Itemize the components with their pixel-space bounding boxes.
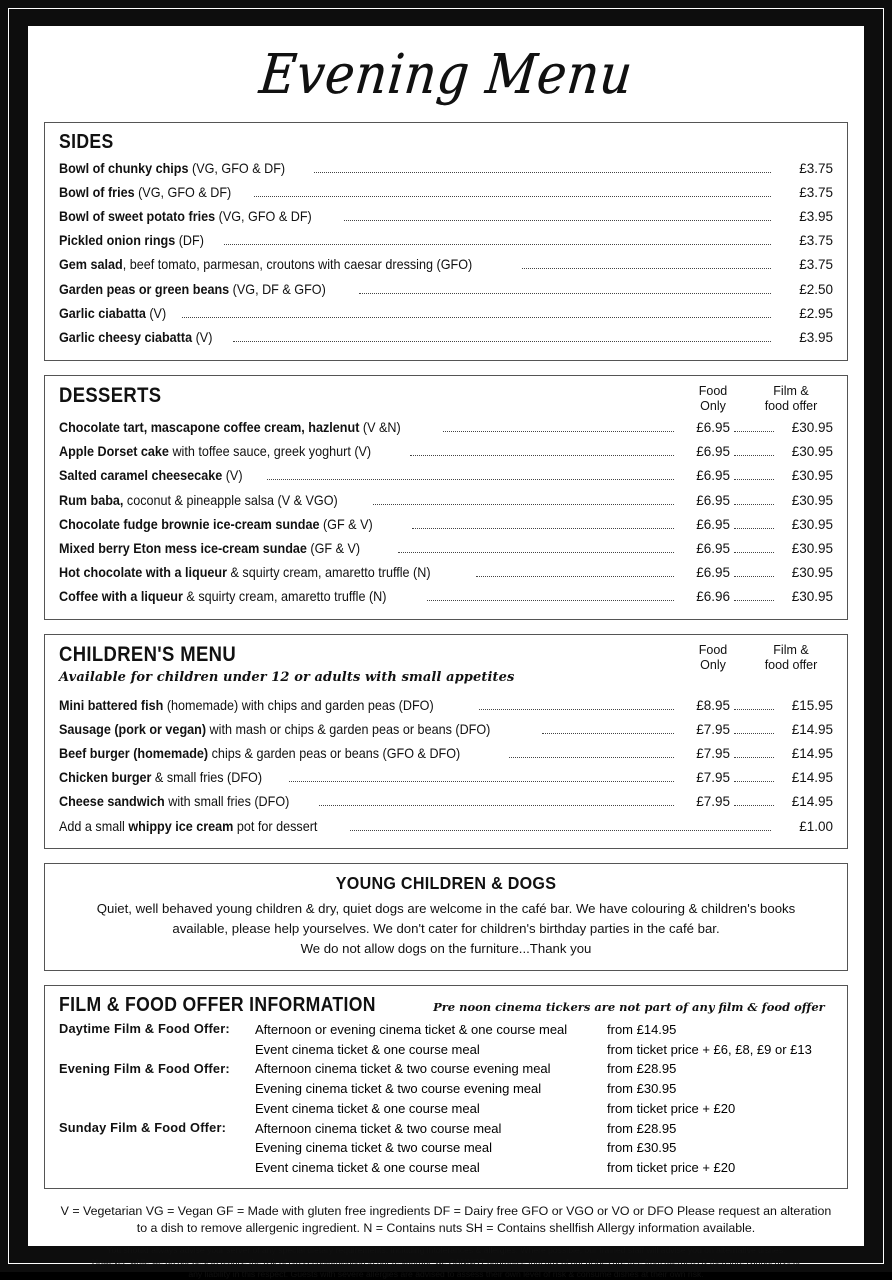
offer-price: from £14.95 xyxy=(607,1021,677,1037)
item-price-food-only: £6.95 xyxy=(696,420,730,436)
offer-description: Afternoon or evening cinema ticket & one course meal xyxy=(255,1021,568,1037)
item-price-food-only: £8.95 xyxy=(696,697,730,713)
item-price-food-only: £6.95 xyxy=(696,492,730,508)
offer-price: from £30.95 xyxy=(607,1140,677,1156)
menu-row xyxy=(59,253,833,277)
dot-leader xyxy=(509,757,674,758)
menu-row xyxy=(59,156,833,180)
page-title: Evening Menu xyxy=(256,42,636,106)
item-price-film-food-offer: £30.95 xyxy=(791,516,833,532)
offer-group-list xyxy=(59,1020,833,1178)
legend-line-2: to a dish to remove allergenic ingredient. N = Contains nuts SH = Contains shellfish Allergy information available. xyxy=(136,1221,756,1236)
offer-heading: FILM & FOOD OFFER INFORMATION xyxy=(59,994,376,1017)
item-name: Pickled onion rings (DF) xyxy=(59,232,204,249)
item-name: Add a small whippy ice cream pot for dessert xyxy=(59,817,318,834)
item-price: £2.95 xyxy=(799,305,833,321)
notice-line-1: Quiet, well behaved young children & dry, quiet dogs are welcome in the café bar. We have colouring & children's books xyxy=(96,901,796,917)
item-price-food-only: £6.95 xyxy=(696,541,730,557)
menu-row xyxy=(59,229,833,253)
offer-line-list xyxy=(255,1060,833,1119)
offer-price: from £28.95 xyxy=(607,1120,677,1136)
item-price: £1.00 xyxy=(799,818,833,834)
item-name: Mixed berry Eton mess ice-cream sundae (GF & V) xyxy=(59,540,361,557)
item-name: Coffee with a liqueur & squirty cream, amaretto truffle (N) xyxy=(59,588,387,605)
offer-line xyxy=(255,1119,833,1139)
childrens-col-food-only: Food Only xyxy=(698,643,728,672)
offer-price: from £28.95 xyxy=(607,1061,677,1077)
menu-row xyxy=(59,464,833,488)
item-price-film-food-offer: £30.95 xyxy=(791,420,833,436)
item-name: Gem salad, beef tomato, parmesan, croutons with caesar dressing (GFO) xyxy=(59,256,473,273)
menu-row xyxy=(59,536,833,560)
dot-leader-mid xyxy=(734,504,774,505)
item-price-film-food-offer: £14.95 xyxy=(791,770,833,786)
dot-leader xyxy=(233,341,771,342)
offer-line xyxy=(255,1139,833,1159)
dot-leader xyxy=(344,220,771,221)
offer-group xyxy=(59,1119,833,1178)
menu-row xyxy=(59,512,833,536)
offer-label: Evening Film & Food Offer: xyxy=(59,1060,230,1076)
dot-leader xyxy=(522,268,771,269)
item-price-film-food-offer: £30.95 xyxy=(791,492,833,508)
dot-leader xyxy=(479,709,674,710)
dot-leader xyxy=(314,172,771,173)
item-price-film-food-offer: £30.95 xyxy=(791,589,833,605)
menu-row xyxy=(59,717,833,741)
childrens-header-row xyxy=(59,643,833,691)
childrens-menu-section xyxy=(44,634,848,849)
childrens-heading-block xyxy=(59,643,514,691)
item-name: Salted caramel cheesecake (V) xyxy=(59,467,243,484)
item-name: Beef burger (homemade) chips & garden peas or beans (GFO & DFO) xyxy=(59,744,461,761)
item-name: Chocolate tart, mascapone coffee cream, hazlenut (V &N) xyxy=(59,419,401,436)
desserts-header-row xyxy=(59,384,833,414)
item-price-food-only: £7.95 xyxy=(696,745,730,761)
menu-row xyxy=(59,325,833,349)
item-price-food-only: £6.95 xyxy=(696,468,730,484)
menu-row xyxy=(59,416,833,440)
item-price-film-food-offer: £30.95 xyxy=(791,541,833,557)
offer-header-row xyxy=(59,994,833,1017)
item-name: Bowl of chunky chips (VG, GFO & DF) xyxy=(59,159,286,176)
desserts-item-list xyxy=(59,416,833,610)
dot-leader-mid xyxy=(734,600,774,601)
item-name: Cheese sandwich with small fries (DFO) xyxy=(59,793,290,810)
item-name: Bowl of fries (VG, GFO & DF) xyxy=(59,183,232,200)
film-food-offer-section xyxy=(44,985,848,1189)
dot-leader-mid xyxy=(734,733,774,734)
desserts-column-headers xyxy=(685,384,833,414)
disclaimer-line-3: any liability in this respect. Guests with severe allergies are advised to assess their own level of risk & consume dishes at their own risk. xyxy=(188,1269,704,1280)
childrens-heading: CHILDREN'S MENU xyxy=(59,643,237,666)
offer-note: Pre noon cinema tickers are not part of any film & food offer xyxy=(433,1000,825,1015)
childrens-column-headers xyxy=(685,643,833,673)
dot-leader xyxy=(359,293,771,294)
menu-row xyxy=(59,741,833,765)
item-name: Chocolate fudge brownie ice-cream sundae (GF & V) xyxy=(59,515,373,532)
young-children-dogs-section xyxy=(44,863,848,971)
item-price-food-only: £6.95 xyxy=(696,565,730,581)
desserts-heading: DESSERTS xyxy=(59,383,162,407)
item-price: £3.75 xyxy=(799,257,833,273)
desserts-col-film-food-offer: Film & food offer xyxy=(764,383,818,413)
item-name: Garlic ciabatta (V) xyxy=(59,304,167,321)
item-name: Chicken burger & small fries (DFO) xyxy=(59,769,263,786)
childrens-item-list xyxy=(59,693,833,838)
dot-leader-mid xyxy=(734,781,774,782)
menu-row xyxy=(59,204,833,228)
item-name: Garden peas or green beans (VG, DF & GFO) xyxy=(59,280,326,297)
childrens-subtitle: Available for children under 12 or adults with small appetites xyxy=(59,670,515,685)
notice-line-3: We do not allow dogs on the furniture...Thank you xyxy=(300,941,592,957)
sides-item-list xyxy=(59,156,833,350)
menu-row xyxy=(59,693,833,717)
offer-label: Sunday Film & Food Offer: xyxy=(59,1120,227,1136)
offer-description: Event cinema ticket & one course meal xyxy=(255,1100,480,1116)
dot-leader-mid xyxy=(734,576,774,577)
dot-leader-mid xyxy=(734,455,774,456)
dot-leader xyxy=(542,733,674,734)
dot-leader xyxy=(182,317,771,318)
item-name: Hot chocolate with a liqueur & squirty cream, amaretto truffle (N) xyxy=(59,564,431,581)
childrens-col-film-food-offer: Film & food offer xyxy=(764,643,818,672)
offer-description: Afternoon cinema ticket & two course meal xyxy=(255,1120,502,1136)
allergy-disclaimer xyxy=(62,1244,830,1280)
item-name: Mini battered fish (homemade) with chips and garden peas (DFO) xyxy=(59,696,434,713)
offer-line-list xyxy=(255,1020,833,1060)
dot-leader xyxy=(398,552,674,553)
offer-line xyxy=(255,1079,833,1099)
menu-row xyxy=(59,766,833,790)
item-price: £3.95 xyxy=(799,208,833,224)
offer-description: Evening cinema ticket & two course meal xyxy=(255,1140,492,1156)
disclaimer-line-2: However, while we do our best to reduce the risk of cross-contamination in our restaurant, we CANNOT guarantee that any of our dishes are free from allergens & therefore cannot accept xyxy=(91,1257,801,1268)
item-price-film-food-offer: £30.95 xyxy=(791,468,833,484)
sides-heading: SIDES xyxy=(59,131,114,153)
notice-heading: YOUNG CHILDREN & DOGS xyxy=(335,873,557,894)
offer-group xyxy=(59,1020,833,1060)
menu-row xyxy=(59,561,833,585)
desserts-section xyxy=(44,375,848,621)
menu-row xyxy=(59,440,833,464)
item-price-film-food-offer: £30.95 xyxy=(791,565,833,581)
dot-leader-mid xyxy=(734,431,774,432)
menu-title-area xyxy=(28,26,864,122)
dot-leader-mid xyxy=(734,552,774,553)
offer-description: Afternoon cinema ticket & two course evening meal xyxy=(255,1061,551,1077)
item-price: £2.50 xyxy=(799,281,833,297)
dot-leader xyxy=(427,600,674,601)
dot-leader xyxy=(350,830,771,831)
item-name: Apple Dorset cake with toffee sauce, greek yoghurt (V) xyxy=(59,443,372,460)
dot-leader xyxy=(412,528,674,529)
dot-leader xyxy=(319,805,674,806)
item-name: Rum baba, coconut & pineapple salsa (V & VGO) xyxy=(59,491,338,508)
dot-leader xyxy=(443,431,674,432)
offer-line xyxy=(255,1060,833,1080)
dot-leader-mid xyxy=(734,709,774,710)
offer-line xyxy=(255,1020,833,1040)
offer-price: from ticket price + £6, £8, £9 or £13 xyxy=(607,1041,812,1057)
offer-line xyxy=(255,1159,833,1179)
dot-leader-mid xyxy=(734,757,774,758)
dot-leader xyxy=(410,455,674,456)
offer-price: from ticket price + £20 xyxy=(607,1100,736,1116)
item-price-food-only: £6.95 xyxy=(696,516,730,532)
offer-price: from £30.95 xyxy=(607,1081,677,1097)
item-price: £3.75 xyxy=(799,184,833,200)
item-price-film-food-offer: £30.95 xyxy=(791,444,833,460)
item-price-food-only: £7.95 xyxy=(696,721,730,737)
dot-leader xyxy=(267,479,674,480)
dot-leader xyxy=(224,244,771,245)
item-name: Garlic cheesy ciabatta (V) xyxy=(59,328,213,345)
menu-row xyxy=(59,585,833,609)
offer-line xyxy=(255,1099,833,1119)
dot-leader xyxy=(476,576,674,577)
dot-leader-mid xyxy=(734,528,774,529)
offer-line-list xyxy=(255,1119,833,1178)
desserts-col-food-only: Food Only xyxy=(698,383,728,413)
disclaimer-line-1: You should always advise your server of any special dietary requirements, including intolerances & allergies. Where possible, our trained staff will advise you on alternative dishes. xyxy=(106,1245,786,1256)
menu-row-extra xyxy=(59,814,833,838)
item-price-film-food-offer: £14.95 xyxy=(791,794,833,810)
item-price-food-only: £6.96 xyxy=(696,589,730,605)
dot-leader xyxy=(289,781,674,782)
offer-line xyxy=(255,1040,833,1060)
item-price-film-food-offer: £14.95 xyxy=(791,721,833,737)
item-price: £3.75 xyxy=(799,233,833,249)
item-price-food-only: £7.95 xyxy=(696,794,730,810)
offer-description: Evening cinema ticket & two course evening meal xyxy=(255,1081,542,1097)
legend-line-1: V = Vegetarian VG = Vegan GF = Made with gluten free ingredients DF = Dairy free GFO or VGO or VO or DFO Please request an alteration xyxy=(60,1204,832,1219)
item-price: £3.75 xyxy=(799,160,833,176)
menu-row xyxy=(59,180,833,204)
dot-leader xyxy=(254,196,771,197)
item-price: £3.95 xyxy=(799,329,833,345)
offer-description: Event cinema ticket & one course meal xyxy=(255,1160,480,1176)
offer-price: from ticket price + £20 xyxy=(607,1160,736,1176)
menu-row xyxy=(59,488,833,512)
menu-row xyxy=(59,277,833,301)
offer-group xyxy=(59,1060,833,1119)
item-name: Sausage (pork or vegan) with mash or chips & garden peas or beans (DFO) xyxy=(59,720,491,737)
menu-page xyxy=(28,26,864,1280)
allergen-legend xyxy=(46,1203,846,1237)
dot-leader-mid xyxy=(734,479,774,480)
item-name: Bowl of sweet potato fries (VG, GFO & DF) xyxy=(59,207,312,224)
notice-line-2: available, please help yourselves. We don't cater for children's birthday parties in the café bar. xyxy=(172,921,720,937)
menu-row xyxy=(59,790,833,814)
menu-row xyxy=(59,301,833,325)
item-price-food-only: £7.95 xyxy=(696,770,730,786)
dot-leader-mid xyxy=(734,805,774,806)
dot-leader xyxy=(373,504,674,505)
offer-description: Event cinema ticket & one course meal xyxy=(255,1041,480,1057)
offer-label: Daytime Film & Food Offer: xyxy=(59,1021,230,1037)
item-price-film-food-offer: £14.95 xyxy=(791,745,833,761)
item-price-food-only: £6.95 xyxy=(696,444,730,460)
sides-section xyxy=(44,122,848,361)
item-price-film-food-offer: £15.95 xyxy=(791,697,833,713)
